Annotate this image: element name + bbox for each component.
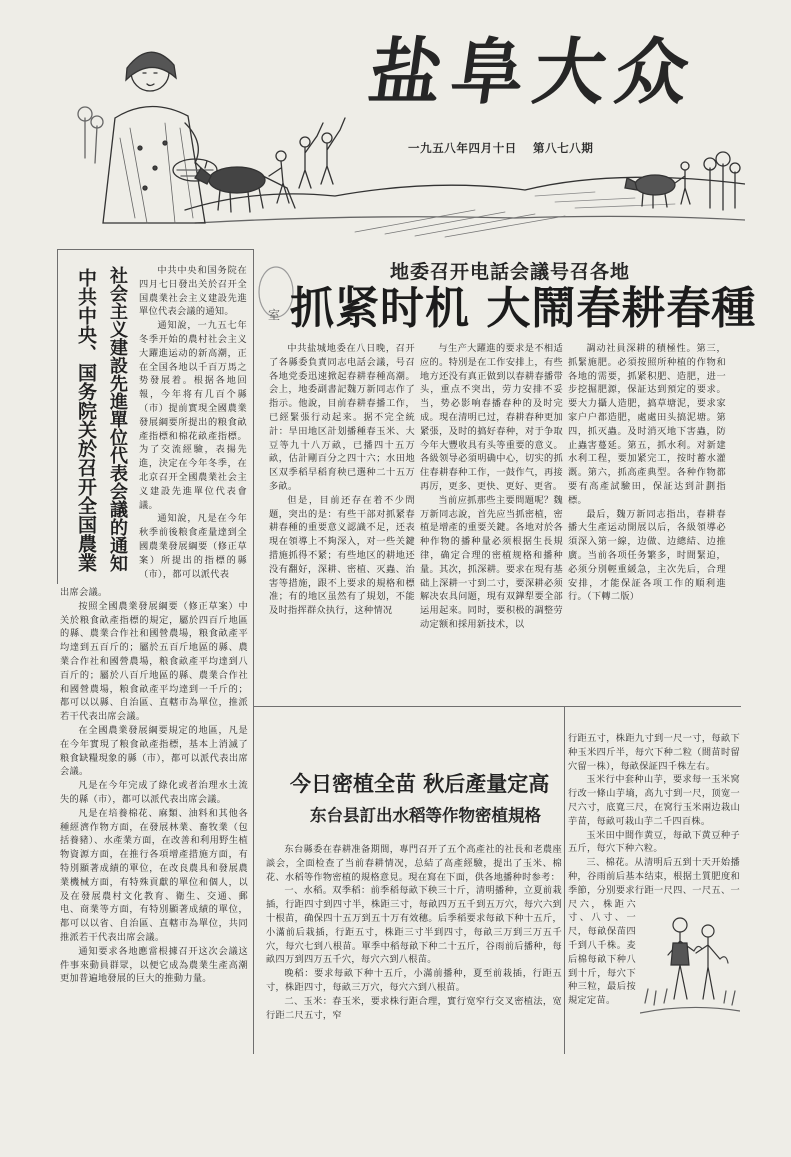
paragraph: 出席会議。 [60, 587, 108, 598]
paragraph: 中共盐城地委在八日晚，召开了各縣委負責同志电話会議，号召各地党委迅速掀起春耕春種高潮。会上，地委副書記魏万新同志作了指示。他說，目前春耕春播工作，已經緊張行动起来。据不完全統計：旱田地区計划播種春玉米、大豆等九十八万畝，已播四十五万畝，估計剛百分之四十六；水田地区双季稻早稻育秧已選种二十五万多畝。 [269, 343, 415, 492]
main-article-column-2 [420, 342, 563, 690]
left-article-continued-text [60, 586, 248, 1052]
paragraph: 行距五寸，株距九寸到一尺一寸，每畝下种玉米四斤半，每穴下种二粒（間苗时留穴留一株），每畝保証四千株左右。 [568, 733, 740, 772]
paragraph: 当前应抓那些主要問題呢？魏万新同志說，首先应当抓密植，密植是增產的重要关鍵。各地对於各种作物的播种量必须根据生長規律，确定合理的密植规格和播种量。其次，抓深耕。要求在現有基础上深耕一寸到二寸，要深耕必须解决农具问题，現有双鏵犁要全部运用起來。同时，要积极的調整劳动定额和採用新技术，以 [420, 494, 563, 630]
paragraph: 玉米田中間作黄豆，每畝下黄豆种子五斤，每穴下种六粒。 [568, 829, 740, 855]
second-article-divider [564, 706, 565, 1054]
paragraph: 凡是在今年完成了綠化或者治理水土流失的縣（市），都可以派代表出席会議。 [60, 780, 248, 805]
article-divider [254, 706, 741, 707]
main-article-column-1 [269, 342, 415, 690]
second-headline: 今日密植全苗 秋后產量定高 [290, 772, 550, 796]
woman-figure [103, 52, 217, 223]
farmers-walking [299, 118, 345, 188]
paragraph: 凡是在培養棉花、麻類、油料和其他各種經濟作物方面，在發展林業、畜牧業（包括養豬）、水產業方面，在改善和利用野生植物資源方面，在推行各項增產措施方面，有特別顯著成績的單位，在改良農具和發展農業機械方面，有特殊貢獻的單位和個人，以及在發展農村文化教育、衛生、交通、郵电、商業等方面，有特別顯著成績的單位，都可以以省、自治區、直轄市為單位，共同推派若干代表出席会議。 [60, 807, 248, 943]
second-article-right-column [568, 732, 740, 1054]
paragraph: 最后，魏万新同志指出，春耕春播大生產运动開展以后，各級領導必須深入第一線，边做、边總結、边推廣。当前各项任务繁多，时間緊迫，必须分別輕重緩急，主次先后，合理安排，才能保証各项工作的順利進行。（下轉二版） [568, 508, 726, 603]
paragraph: 調动社員深耕的積極性。第三，抓緊施肥。必須按照所种植的作物和各地的需要，抓紧积肥、造肥，进一步挖掘肥源，保証达到預定的要求。要大力攝人造肥，搞草塘泥，要求家家户户都造肥，處處田头搞泥塘。第四，抓灭蟲。及时消灭地下害蟲，防止蟲害蔓延。第五，抓水利。对新建水利工程，要加紧完工，按时蓄水灌溉。第六，抓高產典型。各种作物都要有高產試驗田，保証达到計劃指標。 [568, 343, 726, 506]
main-kicker: 地委召开电話会議号召各地 [390, 261, 631, 283]
left-box-side-rule [57, 249, 58, 584]
paragraph: 与生产大躍進的要求是不相适应的。特別是在工作安排上，有些地方还没有真正做到以春耕春播带头，重点不突出，劳力安排不妥当，势必影响春播春种的及时完成。現在清明已过，春耕春种更加紧張，及时的搞好春种，对于争取今年大豐收具有头等重要的意义。各級领导必須明确中心，切实的抓住春耕春种工作，一鼓作气，再接再厉，更多、更快、更好、更省。 [420, 343, 563, 492]
left-headline-line2: 社会主义建設先進單位代表会議的通知 [107, 266, 128, 572]
stamp-text: 室 [268, 308, 281, 322]
main-article-column-3 [568, 342, 726, 690]
issue-date: 一九五八年四月十日 [408, 141, 517, 155]
paragraph: 通知要求各地應當根據召开这次会議这件事來動員群眾，以便它成為農業生產高潮更加普遍地發展的巨大的推動力量。 [60, 945, 248, 985]
paragraph: 但是，目前还存在着不少問題，突出的是：有些干部对抓紧春耕春種的重要意义認識不足，还表現在領導上不夠深入，对一些关鍵措施抓得不紧；有些地区的耕地还没有翻好，深耕、密植、灭蟲、治害等措施，跟不上要求的規格和標准；有的地区虽然有了規划，不能及时指挥群众执行，这种情况 [269, 494, 415, 617]
main-headline: 抓紧时机 大鬧春耕春種 [290, 283, 757, 334]
left-box-top-rule [57, 249, 253, 250]
paragraph: 东台縣委在春耕准备期間，專門召开了五个高產社的社長和老農座談会，全面检查了当前春耕情况，总結了高產經驗，提出了玉米、棉花、水稻等作物密植的規格意見。現在寫在下面，供各地播种时参考： [266, 844, 562, 883]
second-article-body [266, 843, 562, 1053]
paragraph: 在全國農業發展綱要規定的地區，凡是在今年實現了粮食畝產指標，基本上消滅了粮食缺糧現象的縣（市），都可以派代表出席会議。 [60, 724, 248, 778]
second-subheadline: 东台县訂出水稻等作物密植規格 [310, 806, 541, 825]
paragraph: 晚稻：要求每畝下种十五斤，小滿前播种，夏至前栽插，行距五寸，株距四寸，每畝三万穴，每穴六到八根苗。 [266, 968, 562, 993]
paragraph: 玉米行中套种山芋，要求每一玉米窝行改一條山芋墒，高九寸到一尺，顶宽一尺六寸，底寬三尺，在窝行玉米兩边栽山芋苗，每畝可栽山芋二千四百株。 [568, 774, 740, 827]
farmers-planting-illustration [640, 903, 740, 1021]
trees [78, 107, 740, 210]
left-headline-line1: 中共中央、国务院关於召开全国農業 [75, 268, 97, 572]
paragraph: 通知說，凡是在今年秋季前後粮食產量達到全國農業發展綱要（修正草案）所提出的指標的縣（市），都可以派代表 [139, 513, 247, 580]
paragraph: 中共中央和国务院在四月七日發出关於召开全国農業社会主义建設先進單位代表会議的通知。 [139, 265, 247, 318]
paragraph: 按照全國農業發展綱要（修正草案）中关於粮食畝產指標的規定，屬於四百斤地區的縣、農業合作社和國營農場，粮食畝產平均達到五百斤的；屬於五百斤地區的縣、農業合作社和國營農場，粮食畝產平均達到八百斤的；屬於八百斤地區的縣、農業合作社和國營農場，粮食畝產平均達到一千斤的；都可以以縣、自治區、直轄市為單位，推派若干代表出席会議。 [60, 600, 248, 723]
paragraph: 通知說，一九五七年冬季开始的農村社会主义大躍進运动的新高潮，正在全国各地以千百万馬之势發展着。根据各地回報，今年将有几百个縣（市）提前實現全國農業發展綱要所提出的粮食畝產指標和棉花畝產指標。为了交流經驗，表揚先進，決定在今年冬季，在北京召开全國農業社会主义建設先進單位代表會議。 [139, 320, 247, 511]
column-divider [253, 249, 254, 1054]
paragraph: 二、玉米：春玉米，要求株行距合理，實行宽窄行交叉密植法，宽行距二尺五寸，窄 [266, 995, 562, 1021]
paragraph: 一、水稻。双季稻：前季稻每畝下秧三十斤，清明播种，立夏前栽插，行距四寸到四寸半，株距三寸，每畝四万五千到五万穴，每穴六到十根苗，确保四十五万到五十万有效穗。后季稻要求每畝下种十五斤，小滿前后栽插，行距五寸，株距三寸半到四寸，每畝三万到三万五千穴，每穴七到八根苗。單季中稻每畝下种二十五斤，谷雨前后播种，每畝四万到四万五千穴，每穴六到八根苗。 [266, 885, 562, 966]
paragraph: 三、棉花。从清明后五到十天开始播种，谷雨前后基本结束，根据土質肥度和季節，分別要求行距一尺四、一尺五、一尺六，株距六寸、八寸、一尺，每畝保苗四千到八千株。麦后棉每畝下种八到十斤，每穴下种三粒，最后按規定定苗。 [568, 857, 740, 1007]
masthead-title: 盐阜大众 [364, 29, 705, 114]
left-article-top-text [139, 264, 247, 582]
issue-number: 第八七八期 [533, 141, 594, 155]
water-buffalo [625, 162, 690, 208]
